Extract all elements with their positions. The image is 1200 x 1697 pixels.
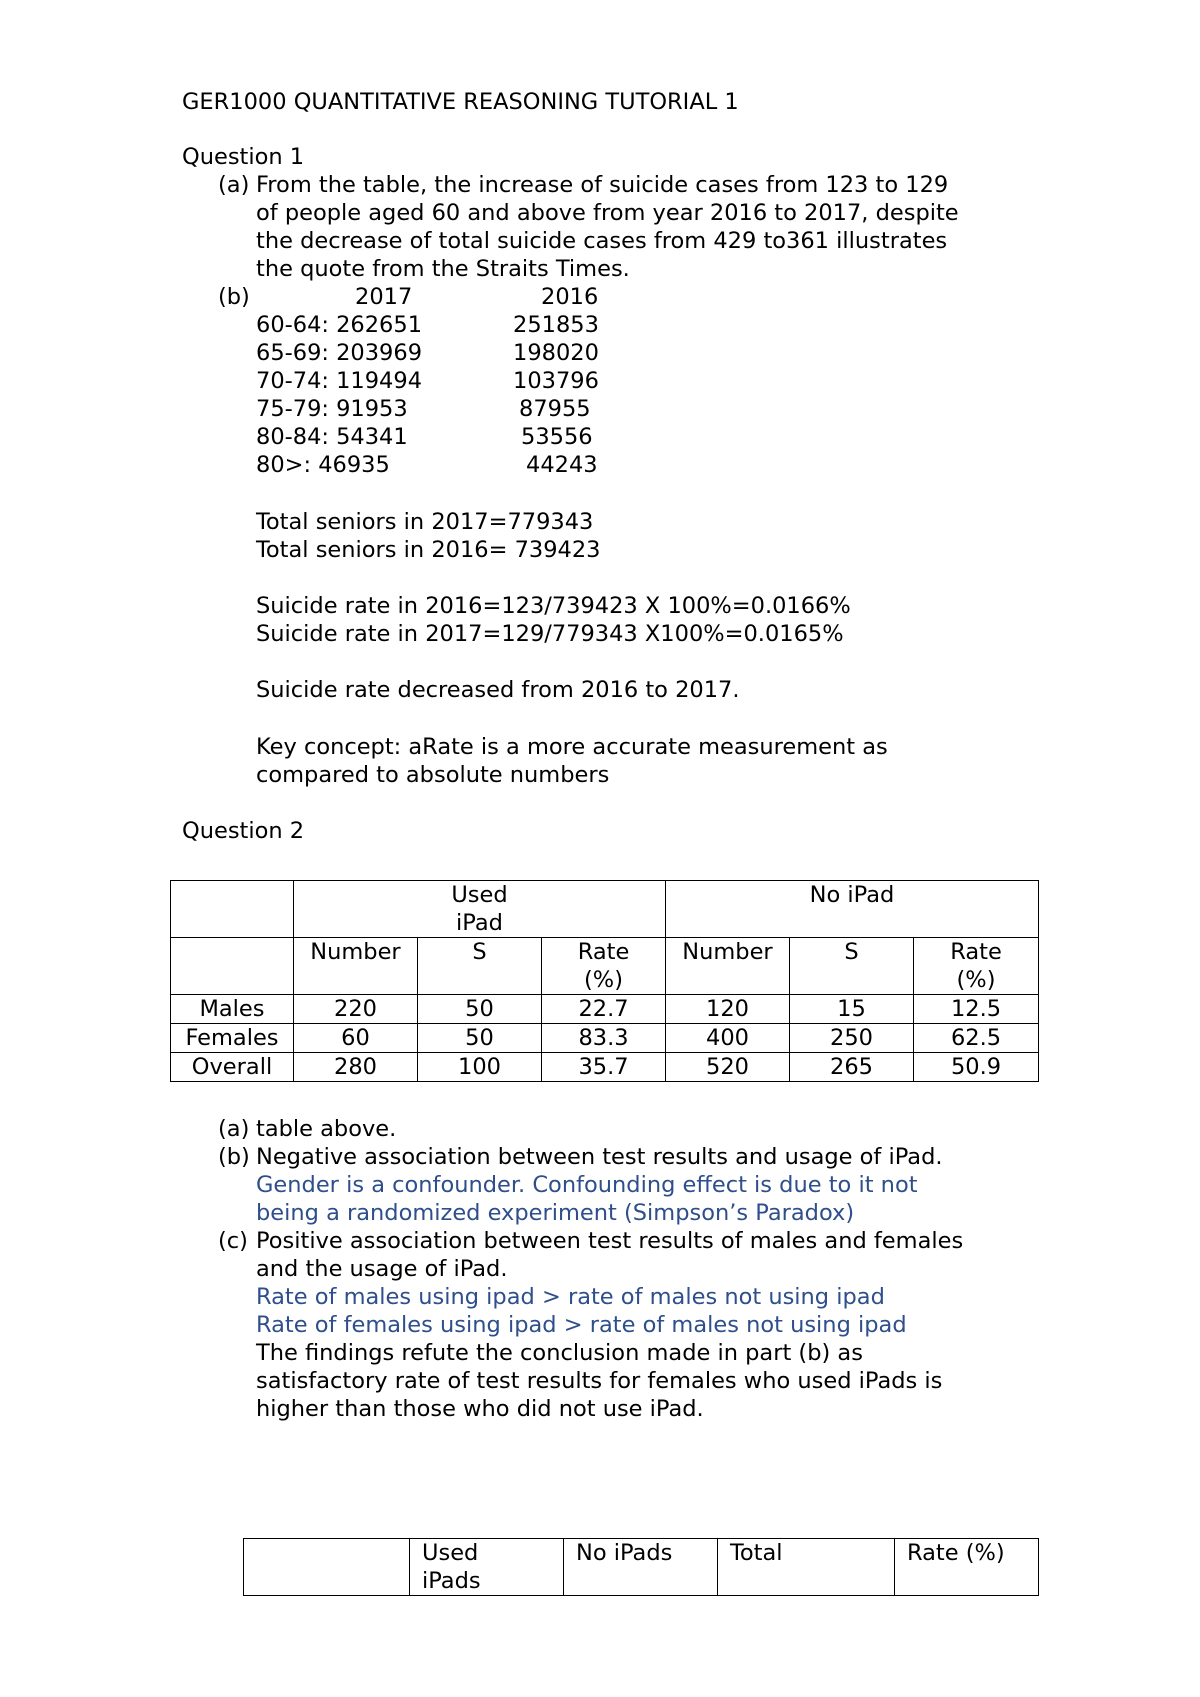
document-title: GER1000 QUANTITATIVE REASONING TUTORIAL 1 [182, 89, 739, 115]
q2-part-c-label: (c) [218, 1228, 248, 1254]
table-row [171, 1024, 1039, 1053]
table-cell: 265 [790, 1053, 914, 1082]
rate-header [914, 938, 1039, 995]
table-empty-cell [244, 1539, 410, 1596]
ipad-results-table [170, 880, 1039, 1082]
q2-c-findings-1: The findings refute the conclusion made in part (b) as [256, 1340, 863, 1366]
table-cell: 15 [790, 995, 914, 1024]
rate-header-line-1: Rate [950, 939, 1002, 965]
q2-c-findings-2: satisfactory rate of test results for females who used iPads is [256, 1368, 943, 1394]
table-cell: 220 [294, 995, 418, 1024]
q2-c-text-2: and the usage of iPad. [256, 1256, 508, 1282]
number-header: Number [666, 938, 790, 995]
table-cell: 120 [666, 995, 790, 1024]
table-cell: 50 [418, 995, 542, 1024]
q2-b-text: Negative association between test results and usage of iPad. [256, 1144, 943, 1170]
q1-rate-2016: Suicide rate in 2016=123/739423 X 100%=0.0166% [256, 593, 851, 619]
question-1-heading: Question 1 [182, 144, 305, 170]
table-empty-cell [171, 938, 294, 995]
q2-b-annotation-1: Gender is a confounder. Confounding effect is due to it not [256, 1172, 918, 1198]
rate-header-line-2: (%) [956, 967, 996, 993]
table-cell: 12.5 [914, 995, 1039, 1024]
q1-b-row-right: 251853 [513, 312, 599, 338]
table-row [244, 1539, 1039, 1596]
table-cell: 520 [666, 1053, 790, 1082]
no-ipads-header: No iPads [564, 1539, 718, 1596]
q1-part-b-label: (b) [218, 284, 250, 310]
no-ipad-header: No iPad [666, 881, 1039, 938]
table-corner-cell [171, 881, 294, 938]
q1-b-row-right: 87955 [519, 396, 591, 422]
q1-b-row-left: 80>: 46935 [256, 452, 390, 478]
q2-part-a-label: (a) [218, 1116, 250, 1142]
q1-b-row-right: 198020 [513, 340, 599, 366]
used-ipad-header-line-2: iPad [456, 910, 503, 936]
q1-b-row-left: 60-64: 262651 [256, 312, 423, 338]
used-ipad-header [294, 881, 666, 938]
total-header: Total [718, 1539, 895, 1596]
q1-a-line-3: the decrease of total suicide cases from 429 to361 illustrates [256, 228, 948, 254]
q1-b-row-left: 70-74: 119494 [256, 368, 423, 394]
q1-a-line-1: From the table, the increase of suicide cases from 123 to 129 [256, 172, 949, 198]
table-cell: 83.3 [542, 1024, 666, 1053]
table-cell: 100 [418, 1053, 542, 1082]
q1-b-row-left: 80-84: 54341 [256, 424, 408, 450]
q1-part-a-label: (a) [218, 172, 250, 198]
q2-c-text-1: Positive association between test results of males and females [256, 1228, 964, 1254]
row-label: Males [171, 995, 294, 1024]
q2-part-b-label: (b) [218, 1144, 250, 1170]
table-cell: 280 [294, 1053, 418, 1082]
table-cell: 60 [294, 1024, 418, 1053]
table-row [171, 995, 1039, 1024]
q2-c-findings-3: higher than those who did not use iPad. [256, 1396, 704, 1422]
q1-key-concept-line-2: compared to absolute numbers [256, 762, 610, 788]
q1-rate-2017: Suicide rate in 2017=129/779343 X100%=0.0165% [256, 621, 844, 647]
rate-header-line-1: Rate [577, 939, 630, 965]
q1-b-row-right: 103796 [513, 368, 599, 394]
q1-a-line-2: of people aged 60 and above from year 2016 to 2017, despite [256, 200, 959, 226]
q1-total-2016: Total seniors in 2016= 739423 [256, 537, 601, 563]
q1-conclusion: Suicide rate decreased from 2016 to 2017. [256, 677, 740, 703]
used-ipads-header-line-1: Used [422, 1540, 479, 1566]
table-cell: 50.9 [914, 1053, 1039, 1082]
q1-b-header-2017: 2017 [355, 284, 413, 310]
used-ipad-header-line-1: Used [451, 882, 508, 908]
s-header: S [790, 938, 914, 995]
table-cell: 400 [666, 1024, 790, 1053]
number-header: Number [294, 938, 418, 995]
q1-b-row-right: 44243 [526, 452, 598, 478]
q1-total-2017: Total seniors in 2017=779343 [256, 509, 594, 535]
used-ipads-header-line-2: iPads [422, 1568, 481, 1594]
table-cell: 62.5 [914, 1024, 1039, 1053]
used-ipads-header [410, 1539, 564, 1596]
q1-b-row-left: 65-69: 203969 [256, 340, 423, 366]
q1-a-line-4: the quote from the Straits Times. [256, 256, 630, 282]
table-row [171, 1053, 1039, 1082]
s-header: S [418, 938, 542, 995]
q2-a-text: table above. [256, 1116, 397, 1142]
question-2-heading: Question 2 [182, 818, 305, 844]
ipad-totals-table [243, 1538, 1039, 1596]
table-cell: 22.7 [542, 995, 666, 1024]
rate-header [542, 938, 666, 995]
table-cell: 250 [790, 1024, 914, 1053]
q2-c-annotation-1: Rate of males using ipad > rate of males not using ipad [256, 1284, 885, 1310]
q1-b-row-right: 53556 [521, 424, 593, 450]
table-cell: 35.7 [542, 1053, 666, 1082]
rate-header-line-2: (%) [584, 967, 623, 993]
table-cell: 50 [418, 1024, 542, 1053]
rate-percent-header: Rate (%) [895, 1539, 1039, 1596]
row-label: Females [171, 1024, 294, 1053]
q1-key-concept-line-1: Key concept: aRate is a more accurate measurement as [256, 734, 888, 760]
row-label: Overall [171, 1053, 294, 1082]
q2-b-annotation-2: being a randomized experiment (Simpson’s Paradox) [256, 1200, 855, 1226]
q1-b-row-left: 75-79: 91953 [256, 396, 408, 422]
q2-c-annotation-2: Rate of females using ipad > rate of males not using ipad [256, 1312, 907, 1338]
q1-b-header-2016: 2016 [541, 284, 599, 310]
